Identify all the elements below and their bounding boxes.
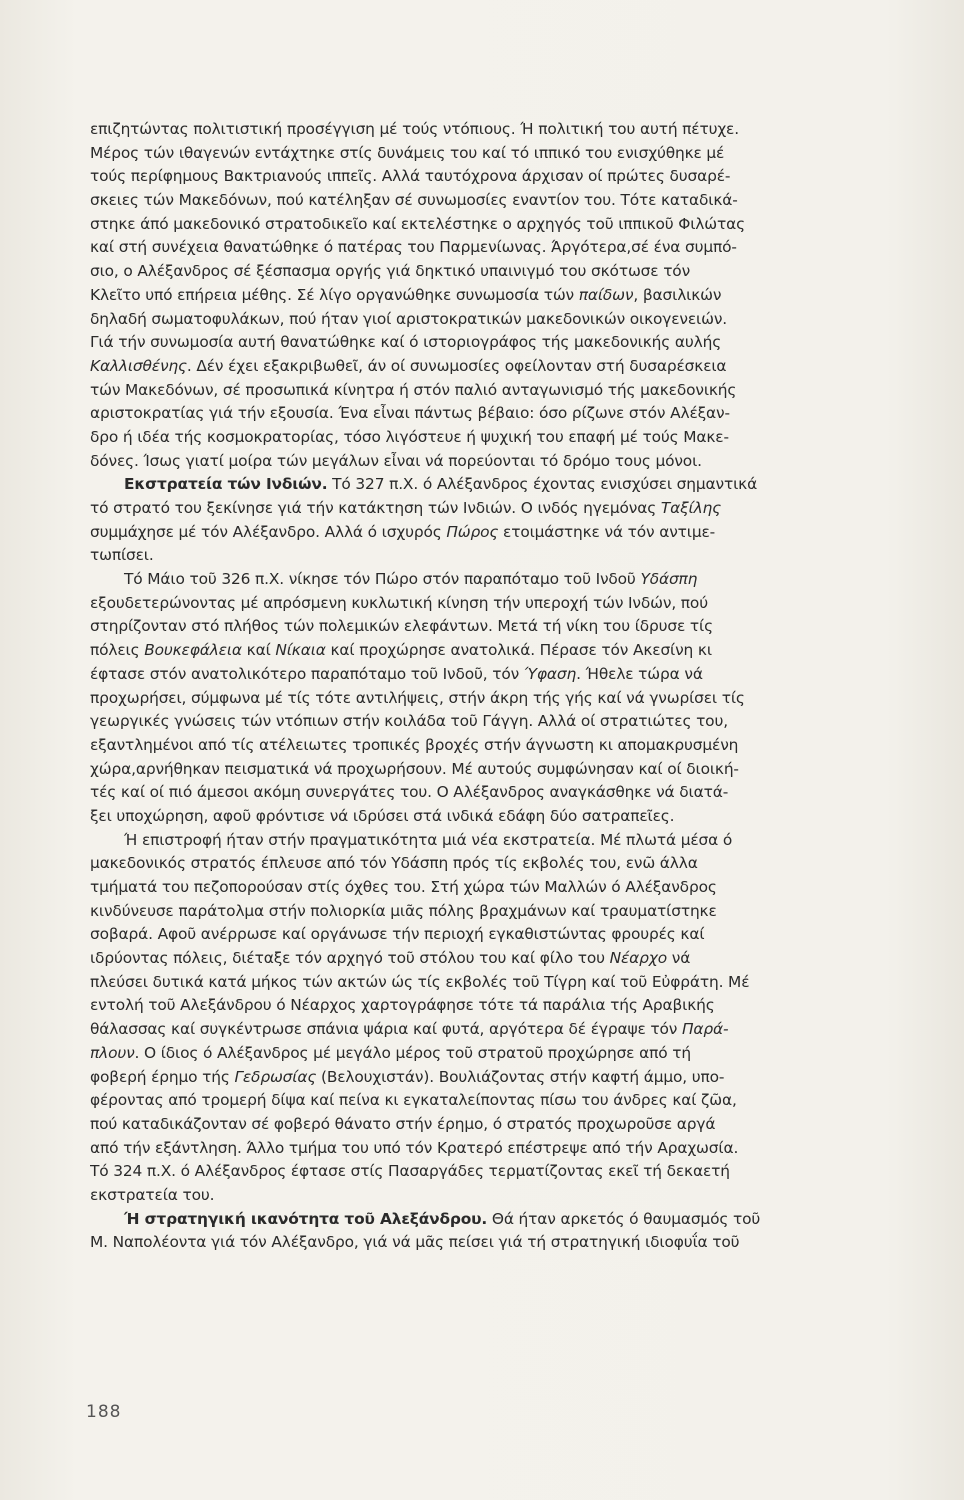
text-run: τών Μακεδόνων, σέ προσωπικά κίνητρα ή στόν παλιό ανταγωνισμό τής μακεδονικής: [90, 380, 737, 399]
text-line: [90, 308, 912, 332]
text-run: μακεδονικός στρατός έπλευσε από τόν Υδάσπη πρός τίς εκβολές του, ενῶ άλλα: [90, 854, 698, 873]
text-line: [90, 639, 912, 663]
text-line: [90, 829, 912, 853]
text-run: . Ο ίδιος ό Αλέξανδρος μέ μεγάλο μέρος τοῦ στρατοῦ προχώρησε από τή: [134, 1043, 691, 1062]
text-line: [90, 1184, 912, 1208]
text-run: ιδρύοντας πόλεις, διέταξε τόν αρχηγό τοῦ στόλου του καί φίλο του: [90, 949, 610, 968]
text-line: [90, 402, 912, 426]
text-run: κινδύνευσε παράτολμα στήν πολιορκία μιᾶς πόλης βραχμάνων καί τραυματίστηκε: [90, 901, 717, 920]
text-line: [90, 781, 912, 805]
text-run: φέροντας από τρομερή δίψα καί πείνα κι εγκαταλείποντας πίσω του άνδρες καί ζῶα,: [90, 1091, 737, 1110]
italic-term: παίδων: [578, 285, 634, 304]
text-run: Τό 327 π.Χ. ό Αλέξανδρος έχοντας ενισχύσει σημαντικά: [327, 475, 758, 494]
text-run: φοβερή έρημο τής: [90, 1067, 235, 1086]
text-run: πού καταδικάζονταν σέ φοβερό θάνατο στήν έρημο, ό στρατός προχωροῦσε αργά: [90, 1114, 716, 1133]
text-line: [90, 1042, 912, 1066]
text-line: [90, 497, 912, 521]
text-run: επιζητώντας πολιτιστική προσέγγιση μέ τούς ντόπιους. Ή πολιτική του αυτή πέτυχε.: [90, 120, 739, 138]
text-run: σκειες τών Μακεδόνων, πού κατέληξαν σέ συνωμοσίες εναντίον του. Τότε καταδικά-: [90, 191, 738, 210]
text-run: τμήματά του πεζοπορούσαν στίς όχθες του. Στή χώρα τών Μαλλών ό Αλέξανδρος: [90, 878, 717, 896]
italic-term: Ύφαση: [523, 664, 577, 683]
text-run: δόνες. Ίσως γιατί μοίρα τών μεγάλων εἶναι νά πορεύονται τό δρόμο τους μόνοι.: [90, 451, 702, 470]
text-line: [90, 379, 912, 403]
italic-term: Πώρος: [446, 522, 499, 541]
text-line: [90, 687, 912, 711]
text-line: [90, 331, 912, 355]
text-run: . Ήθελε τώρα νά: [576, 664, 703, 683]
text-line: [90, 1089, 912, 1113]
text-run: Μέρος τών ιθαγενών εντάχτηκε στίς δυνάμεις του καί τό ιππικό του ενισχύθηκε μέ: [90, 143, 725, 162]
text-run: νά: [667, 949, 691, 968]
text-line: [90, 355, 912, 379]
italic-term: πλουν: [90, 1043, 135, 1062]
text-run: προχωρήσει, σύμφωνα μέ τίς τότε αντιλήψεις, στήν άκρη τής γής καί νά γνωρίσει τίς: [90, 688, 745, 707]
text-run: Τό 324 π.Χ. ό Αλέξανδρος έφτασε στίς Πασαργάδες τερματίζοντας εκεῖ τή δεκαετή: [90, 1162, 730, 1181]
text-run: δρο ή ιδέα τής κοσμοκρατορίας, τόσο λιγόστευε ή ψυχική του επαφή μέ τούς Μακε-: [90, 427, 729, 446]
section-heading: Εκστρατεία τών Ινδιών.: [124, 475, 328, 494]
text-run: γεωργικές γνώσεις τών ντόπιων στήν κοιλάδα τοῦ Γάγγη. Αλλά οί στρατιώτες του,: [90, 712, 728, 731]
text-line: [90, 450, 912, 474]
text-line: [90, 758, 912, 782]
text-line: [90, 923, 912, 947]
text-run: πόλεις: [90, 641, 145, 660]
text-run: . Δέν έχει εξακριβωθεῖ, άν οί συνωμοσίες οφείλονταν στή δυσαρέσκεια: [186, 356, 727, 375]
text-run: (Βελουχιστάν). Βουλιάζοντας στήν καφτή άμμο, υπο-: [316, 1067, 725, 1086]
text-line: [90, 592, 912, 616]
italic-term: Νίκαια: [275, 641, 326, 660]
text-line: [90, 568, 912, 592]
text-line: [90, 1018, 912, 1042]
text-line: [90, 710, 912, 734]
text-run: ξει υποχώρηση, αφοῦ φρόντισε νά ιδρύσει στά ινδικά εδάφη δύο σατραπεῖες.: [90, 806, 675, 825]
text-run: τές καί οί πιό άμεσοι ακόμη συνεργάτες του. Ο Αλέξανδρος αναγκάσθηκε νά διατά-: [90, 783, 729, 802]
text-line: [90, 1208, 912, 1232]
text-line: [90, 971, 912, 995]
text-run: , βασιλικών: [633, 285, 722, 304]
text-run: καί: [241, 641, 276, 660]
text-line: [90, 994, 912, 1018]
text-run: έφτασε στόν ανατολικότερο παραπόταμο τοῦ Ινδοῦ, τόν: [90, 664, 524, 683]
italic-term: Καλλισθένης: [90, 356, 187, 375]
text-run: εξουδετερώνοντας μέ απρόσμενη κυκλωτική κίνηση τήν υπεροχή τών Ινδών, πού: [90, 593, 708, 612]
text-run: από τήν εξάντληση. Άλλο τμήμα του υπό τόν Κρατερό επέστρεψε από τήν Αραχωσία.: [90, 1138, 739, 1157]
italic-term: Νέαρχο: [609, 949, 667, 968]
text-line: [90, 260, 912, 284]
text-run: δηλαδή σωματοφυλάκων, πού ήταν γιοί αριστοκρατικών μακεδονικών οικογενειών.: [90, 309, 728, 328]
text-line: [90, 521, 912, 545]
text-line: [90, 236, 912, 260]
text-run: ετοιμάστηκε νά τόν αντιμε-: [498, 522, 716, 541]
text-run: στηκε άπό μακεδονικό στρατοδικεῖο καί εκτελέστηκε ο αρχηγός τοῦ ιππικοῦ Φιλώτας: [90, 214, 745, 233]
italic-term: Ταξίλης: [660, 499, 722, 517]
text-line: [90, 1113, 912, 1137]
text-line: [90, 615, 912, 639]
text-run: τούς περίφημους Βακτριανούς ιππεῖς. Αλλά ταυτόχρονα άρχισαν οί πρώτες δυσαρέ-: [90, 167, 731, 186]
text-run: Γιά τήν συνωμοσία αυτή θανατώθηκε καί ό ιστοριογράφος τής μακεδονικής αυλής: [90, 333, 722, 352]
text-line: [90, 734, 912, 758]
italic-term: Γεδρωσίας: [234, 1067, 317, 1086]
text-line: [90, 663, 912, 687]
text-run: σοβαρά. Αφοῦ ανέρρωσε καί οργάνωσε τήν περιοχή εγκαθιστώντας φρουρές καί: [90, 925, 705, 944]
text-line: [90, 876, 912, 900]
text-line: [90, 1066, 912, 1090]
text-line: [90, 142, 912, 166]
text-run: σιο, ο Αλέξανδρος σέ ξέσπασμα οργής γιά δηκτικό υπαινιγμό του σκότωσε τόν: [90, 262, 691, 281]
text-run: καί στή συνέχεια θανατώθηκε ό πατέρας του Παρμενίωνας. Άργότερα,σέ ένα συμπό-: [90, 238, 737, 257]
text-run: αριστοκρατίας γιά τήν εξουσία. Ένα εἶναι πάντως βέβαιο: όσο ρίζωνε στόν Αλέξαν-: [90, 404, 730, 423]
text-run: Τό Μάιο τοῦ 326 π.Χ. νίκησε τόν Πώρο στόν παραπόταμο τοῦ Ινδοῦ: [124, 570, 641, 589]
italic-term: Υδάσπη: [640, 570, 698, 589]
text-line: [90, 805, 912, 829]
text-run: Ή επιστροφή ήταν στήν πραγματικότητα μιά νέα εκστρατεία. Μέ πλωτά μέσα ό: [124, 830, 733, 849]
text-run: τωπίσει.: [90, 546, 154, 565]
text-line: [90, 1160, 912, 1184]
text-line: [90, 852, 912, 876]
text-line: [90, 1231, 912, 1255]
text-line: [90, 189, 912, 213]
text-run: πλεύσει δυτικά κατά μήκος τών ακτών ώς τίς εκβολές τοῦ Τίγρη καί τοῦ Εὐφράτη. Μέ: [90, 972, 750, 991]
text-run: εκστρατεία του.: [90, 1185, 215, 1204]
text-line: [90, 118, 912, 142]
text-run: Μ. Ναπολέοντα γιά τόν Αλέξανδρο, γιά νά μᾶς πείσει γιά τή στρατηγική ιδιοφυΐα τοῦ: [90, 1233, 740, 1252]
page-number: 188: [86, 1402, 122, 1422]
text-run: τό στρατό του ξεκίνησε γιά τήν κατάκτηση τών Ινδιών. Ο ινδός ηγεμόνας: [90, 499, 661, 517]
text-run: συμμάχησε μέ τόν Αλέξανδρο. Αλλά ό ισχυρός: [90, 522, 447, 541]
text-run: στηρίζονταν στό πλήθος τών πολεμικών ελεφάντων. Μετά τή νίκη του ίδρυσε τίς: [90, 617, 713, 636]
italic-term: Βουκεφάλεια: [144, 641, 242, 660]
text-run: εξαντλημένοι από τίς ατέλειωτες τροπικές βροχές στήν άγνωστη κι απομακρυσμένη: [90, 735, 739, 754]
text-line: [90, 1137, 912, 1161]
body-text: [90, 118, 912, 1255]
text-line: [90, 900, 912, 924]
text-run: Κλεῖτο υπό επήρεια μέθης. Σέ λίγο οργανώθηκε συνωμοσία τών: [90, 285, 579, 304]
text-line: [90, 165, 912, 189]
text-line: [90, 284, 912, 308]
text-run: καί προχώρησε ανατολικά. Πέρασε τόν Ακεσίνη κι: [325, 641, 712, 660]
text-line: [90, 473, 912, 497]
text-run: Θά ήταν αρκετός ό θαυμασμός τοῦ: [487, 1209, 761, 1228]
text-line: [90, 213, 912, 237]
text-line: [90, 426, 912, 450]
text-run: θάλασσας καί συγκέντρωσε σπάνια ψάρια καί φυτά, αργότερα δέ έγραψε τόν: [90, 1020, 682, 1039]
text-run: εντολή τοῦ Αλεξάνδρου ό Νέαρχος χαρτογράφησε τότε τά παράλια τής Αραβικής: [90, 996, 715, 1015]
italic-term: Παρά-: [681, 1020, 729, 1039]
section-heading: Ή στρατηγική ικανότητα τοῦ Αλεξάνδρου.: [124, 1209, 488, 1228]
text-line: [90, 947, 912, 971]
text-run: χώρα,αρνήθηκαν πεισματικά νά προχωρήσουν. Μέ αυτούς συμφώνησαν καί οί διοική-: [90, 759, 739, 778]
text-line: [90, 544, 912, 568]
